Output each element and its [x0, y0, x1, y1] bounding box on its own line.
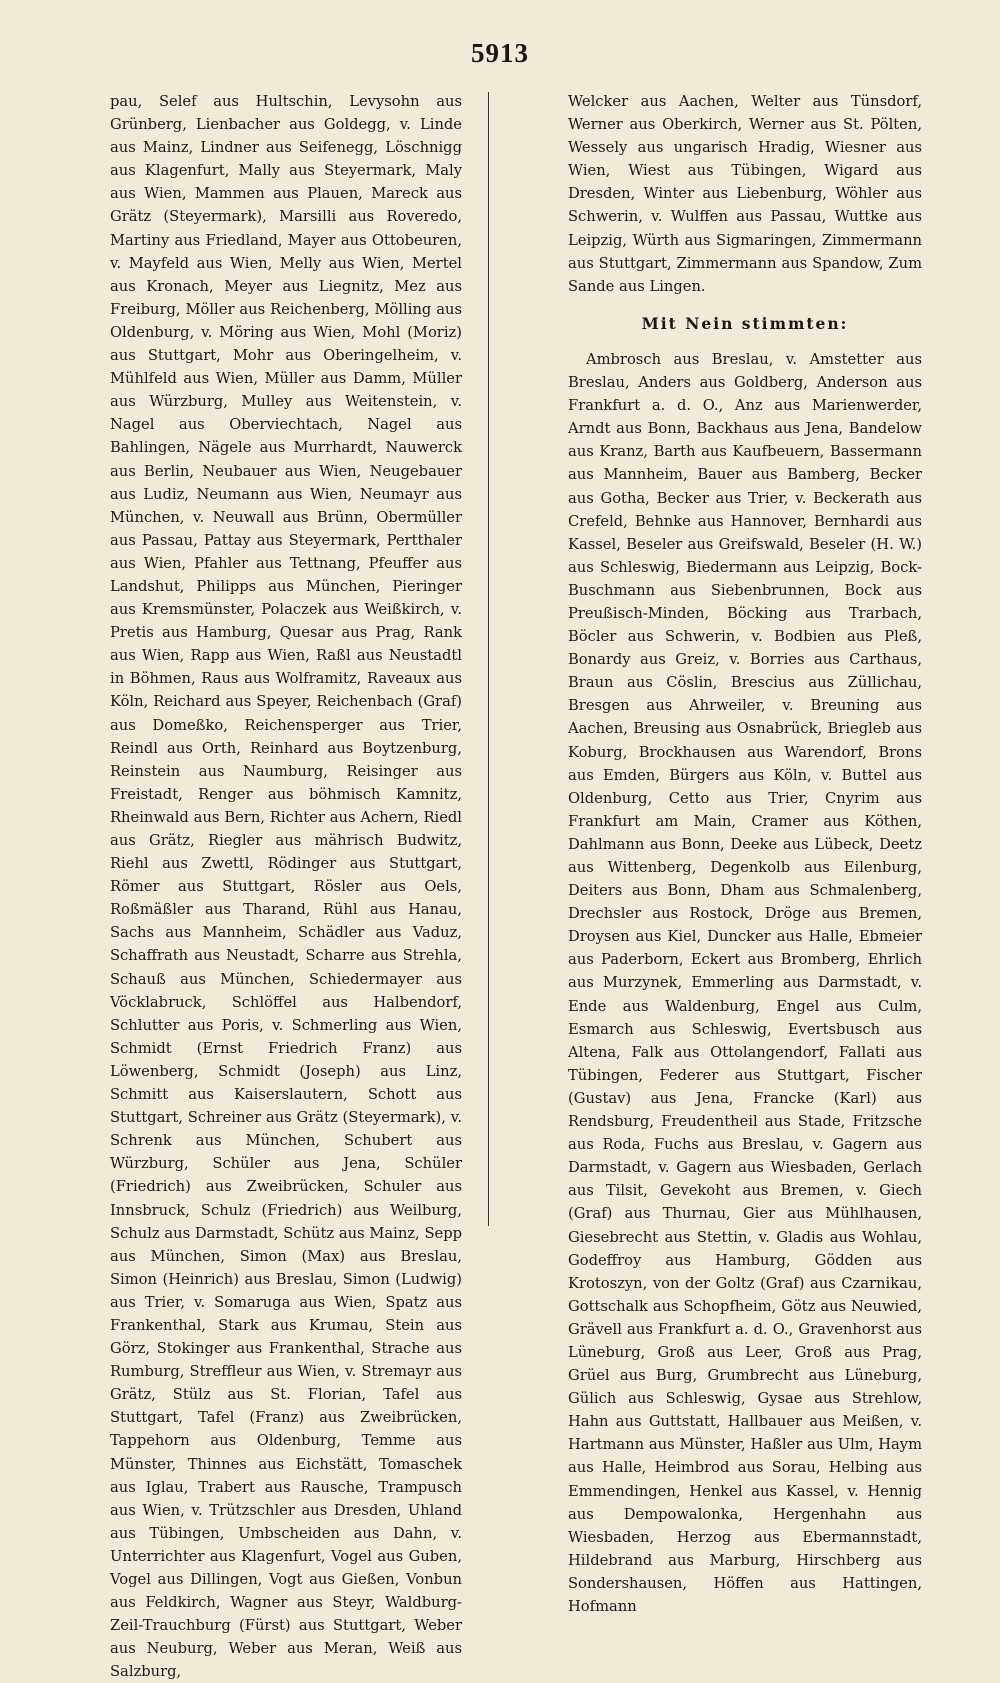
right-column-main-text: Ambrosch aus Breslau, v. Amstetter aus Breslau, Anders aus Goldberg, Anderson aus Frankfurt a. d. O., Anz aus Marienwerder, Arndt aus Bonn, Backhaus aus Jena, Bandelow aus Kranz, Barth aus Kaufbeuern, Bassermann aus Mannheim, Bauer aus Bamberg, Becker aus Gotha, Becker aus Trier, v. Beckerath aus Crefeld, Behnke aus Hannover, Bernhardi aus Kassel, Beseler aus Greifswald, Beseler (H. W.) aus Schleswig, Biedermann aus Leipzig, Bock-Buschmann aus Siebenbrunnen, Bock aus Preußisch-Minden, Böcking aus Trarbach, Böcler aus Schwerin, v. Bodbien aus Pleß, Bonardy aus Greiz, v. Borries aus Carthaus, Braun aus Cöslin, Brescius aus Züllichau, Bresgen aus Ahrweiler, v. Breuning aus Aachen, Breusing aus Osnabrück, Briegleb aus Koburg, Brockhausen aus Warendorf, Brons aus Emden, Bürgers aus Köln, v. Buttel aus Oldenburg, Cetto aus Trier, Cnyrim aus Frankfurt am Main, Cramer aus Köthen, Dahlmann aus Bonn, Deeke aus Lübeck, Deetz aus Wittenberg, Degenkolb aus Eilenburg, Deiters aus Bonn, Dham aus Schmalenberg, Drechsler aus Rostock, Dröge aus Bremen, Droysen aus Kiel, Duncker aus Halle, Ebmeier aus Paderborn, Eckert aus Bromberg, Ehrlich aus Murzynek, Emmerling aus Darmstadt, v. Ende aus Waldenburg, Engel aus Culm, Esmarch aus Schleswig, Evertsbusch aus Altena, Falk aus Ottolangendorf, Fallati aus Tübingen, Federer aus Stuttgart, Fischer (Gustav) aus Jena, Francke (Karl) aus Rendsburg, Freudentheil aus Stade, Fritzsche aus Roda, Fuchs aus Breslau, v. Gagern aus Darmstadt, v. Gagern aus Wiesbaden, Gerlach aus Tilsit, Gevekoht aus Bremen, v. Giech (Graf) aus Thurnau, Gier aus Mühlhausen, Giesebrecht aus Stettin, v. Gladis aus Wohlau, Godeffroy aus Hamburg, Gödden aus Krotoszyn, von der Goltz (Graf) aus Czarnikau, Gottschalk aus Schopfheim, Götz aus Neuwied, Grävell aus Frankfurt a. d. O., Gravenhorst aus Lüneburg, Groß aus Leer, Groß aus Prag, Grüel aus Burg, Grumbrecht aus Lüneburg, Gülich aus Schleswig, Gysae aus Strehlow, Hahn aus Guttstatt, Hallbauer aus Meißen, v. Hartmann aus Münster, Haßler aus Ulm, Haym aus Halle, Heimbrod aus Sorau, Helbing aus Emmendingen, Henkel aus Kassel, v. Hennig aus Dempowalonka, Hergenhahn aus Wiesbaden, Herzog aus Ebermannstadt, Hildebrand aus Marburg, Hirschberg aus Sondershausen, Höffen aus Hattingen, Hofmann: [568, 350, 922, 1615]
right-column: [568, 90, 922, 1618]
right-column-intro-text: Welcker aus Aachen, Welter aus Tünsdorf, Werner aus Oberkirch, Werner aus St. Pölten, Wessely aus ungarisch Hradig, Wiesner aus Wien, Wiest aus Tübingen, Wigard aus Dresden, Winter aus Liebenburg, Wöhler aus Schwerin, v. Wulffen aus Passau, Wuttke aus Leipzig, Würth aus Sigmaringen, Zimmermann aus Stuttgart, Zimmermann aus Spandow, Zum Sande aus Lingen.: [568, 93, 922, 295]
column-divider: [488, 92, 489, 1226]
section-heading: Mit Nein stimmten:: [641, 313, 849, 333]
page-number: 5913: [471, 38, 529, 68]
left-column: [110, 90, 462, 1683]
left-column-text: pau, Selef aus Hultschin, Levysohn aus Grünberg, Lienbacher aus Goldegg, v. Linde aus Mainz, Lindner aus Seifenegg, Löschnigg aus Klagenfurt, Mally aus Steyermark, Maly aus Wien, Mammen aus Plauen, Mareck aus Grätz (Steyermark), Marsilli aus Roveredo, Martiny aus Friedland, Mayer aus Ottobeuren, v. Mayfeld aus Wien, Melly aus Wien, Mertel aus Kronach, Meyer aus Liegnitz, Mez aus Freiburg, Möller aus Reichenberg, Mölling aus Oldenburg, v. Möring aus Wien, Mohl (Moriz) aus Stuttgart, Mohr aus Oberingelheim, v. Mühlfeld aus Wien, Müller aus Damm, Müller aus Würzburg, Mulley aus Weitenstein, v. Nagel aus Oberviechtach, Nagel aus Bahlingen, Nägele aus Murrhardt, Nauwerck aus Berlin, Neubauer aus Wien, Neugebauer aus Ludiz, Neumann aus Wien, Neumayr aus München, v. Neuwall aus Brünn, Obermüller aus Passau, Pattay aus Steyermark, Pertthaler aus Wien, Pfahler aus Tettnang, Pfeuffer aus Landshut, Philipps aus München, Pieringer aus Kremsmünster, Polaczek aus Weißkirch, v. Pretis aus Hamburg, Quesar aus Prag, Rank aus Wien, Rapp aus Wien, Raßl aus Neustadtl in Böhmen, Raus aus Wolframitz, Raveaux aus Köln, Reichard aus Speyer, Reichenbach (Graf) aus Domeßko, Reichensperger aus Trier, Reindl aus Orth, Reinhard aus Boytzenburg, Reinstein aus Naumburg, Reisinger aus Freistadt, Renger aus böhmisch Kamnitz, Rheinwald aus Bern, Richter aus Achern, Riedl aus Grätz, Riegler aus mährisch Budwitz, Riehl aus Zwettl, Rödinger aus Stuttgart, Römer aus Stuttgart, Rösler aus Oels, Roßmäßler aus Tharand, Rühl aus Hanau, Sachs aus Mannheim, Schädler aus Vaduz, Schaffrath aus Neustadt, Scharre aus Strehla, Schauß aus München, Schiedermayer aus Vöcklabruck, Schlöffel aus Halbendorf, Schlutter aus Poris, v. Schmerling aus Wien, Schmidt (Ernst Friedrich Franz) aus Löwenberg, Schmidt (Joseph) aus Linz, Schmitt aus Kaiserslautern, Schott aus Stuttgart, Schreiner aus Grätz (Steyermark), v. Schrenk aus München, Schubert aus Würzburg, Schüler aus Jena, Schüler (Friedrich) aus Zweibrücken, Schuler aus Innsbruck, Schulz (Friedrich) aus Weilburg, Schulz aus Darmstadt, Schütz aus Mainz, Sepp aus München, Simon (Max) aus Breslau, Simon (Heinrich) aus Breslau, Simon (Ludwig) aus Trier, v. Somaruga aus Wien, Spatz aus Frankenthal, Stark aus Krumau, Stein aus Görz, Stokinger aus Frankenthal, Strache aus Rumburg, Streffleur aus Wien, v. Stremayr aus Grätz, Stülz aus St. Florian, Tafel aus Stuttgart, Tafel (Franz) aus Zweibrücken, Tappehorn aus Oldenburg, Temme aus Münster, Thinnes aus Eichstätt, Tomaschek aus Iglau, Trabert aus Rausche, Trampusch aus Wien, v. Trützschler aus Dresden, Uhland aus Tübingen, Umbscheiden aus Dahn, v. Unterrichter aus Klagenfurt, Vogel aus Guben, Vogel aus Dillingen, Vogt aus Gießen, Vonbun aus Feldkirch, Wagner aus Steyr, Waldburg-Zeil-Trauchburg (Fürst) aus Stuttgart, Weber aus Neuburg, Weber aus Meran, Weiß aus Salzburg,: [110, 93, 462, 1681]
